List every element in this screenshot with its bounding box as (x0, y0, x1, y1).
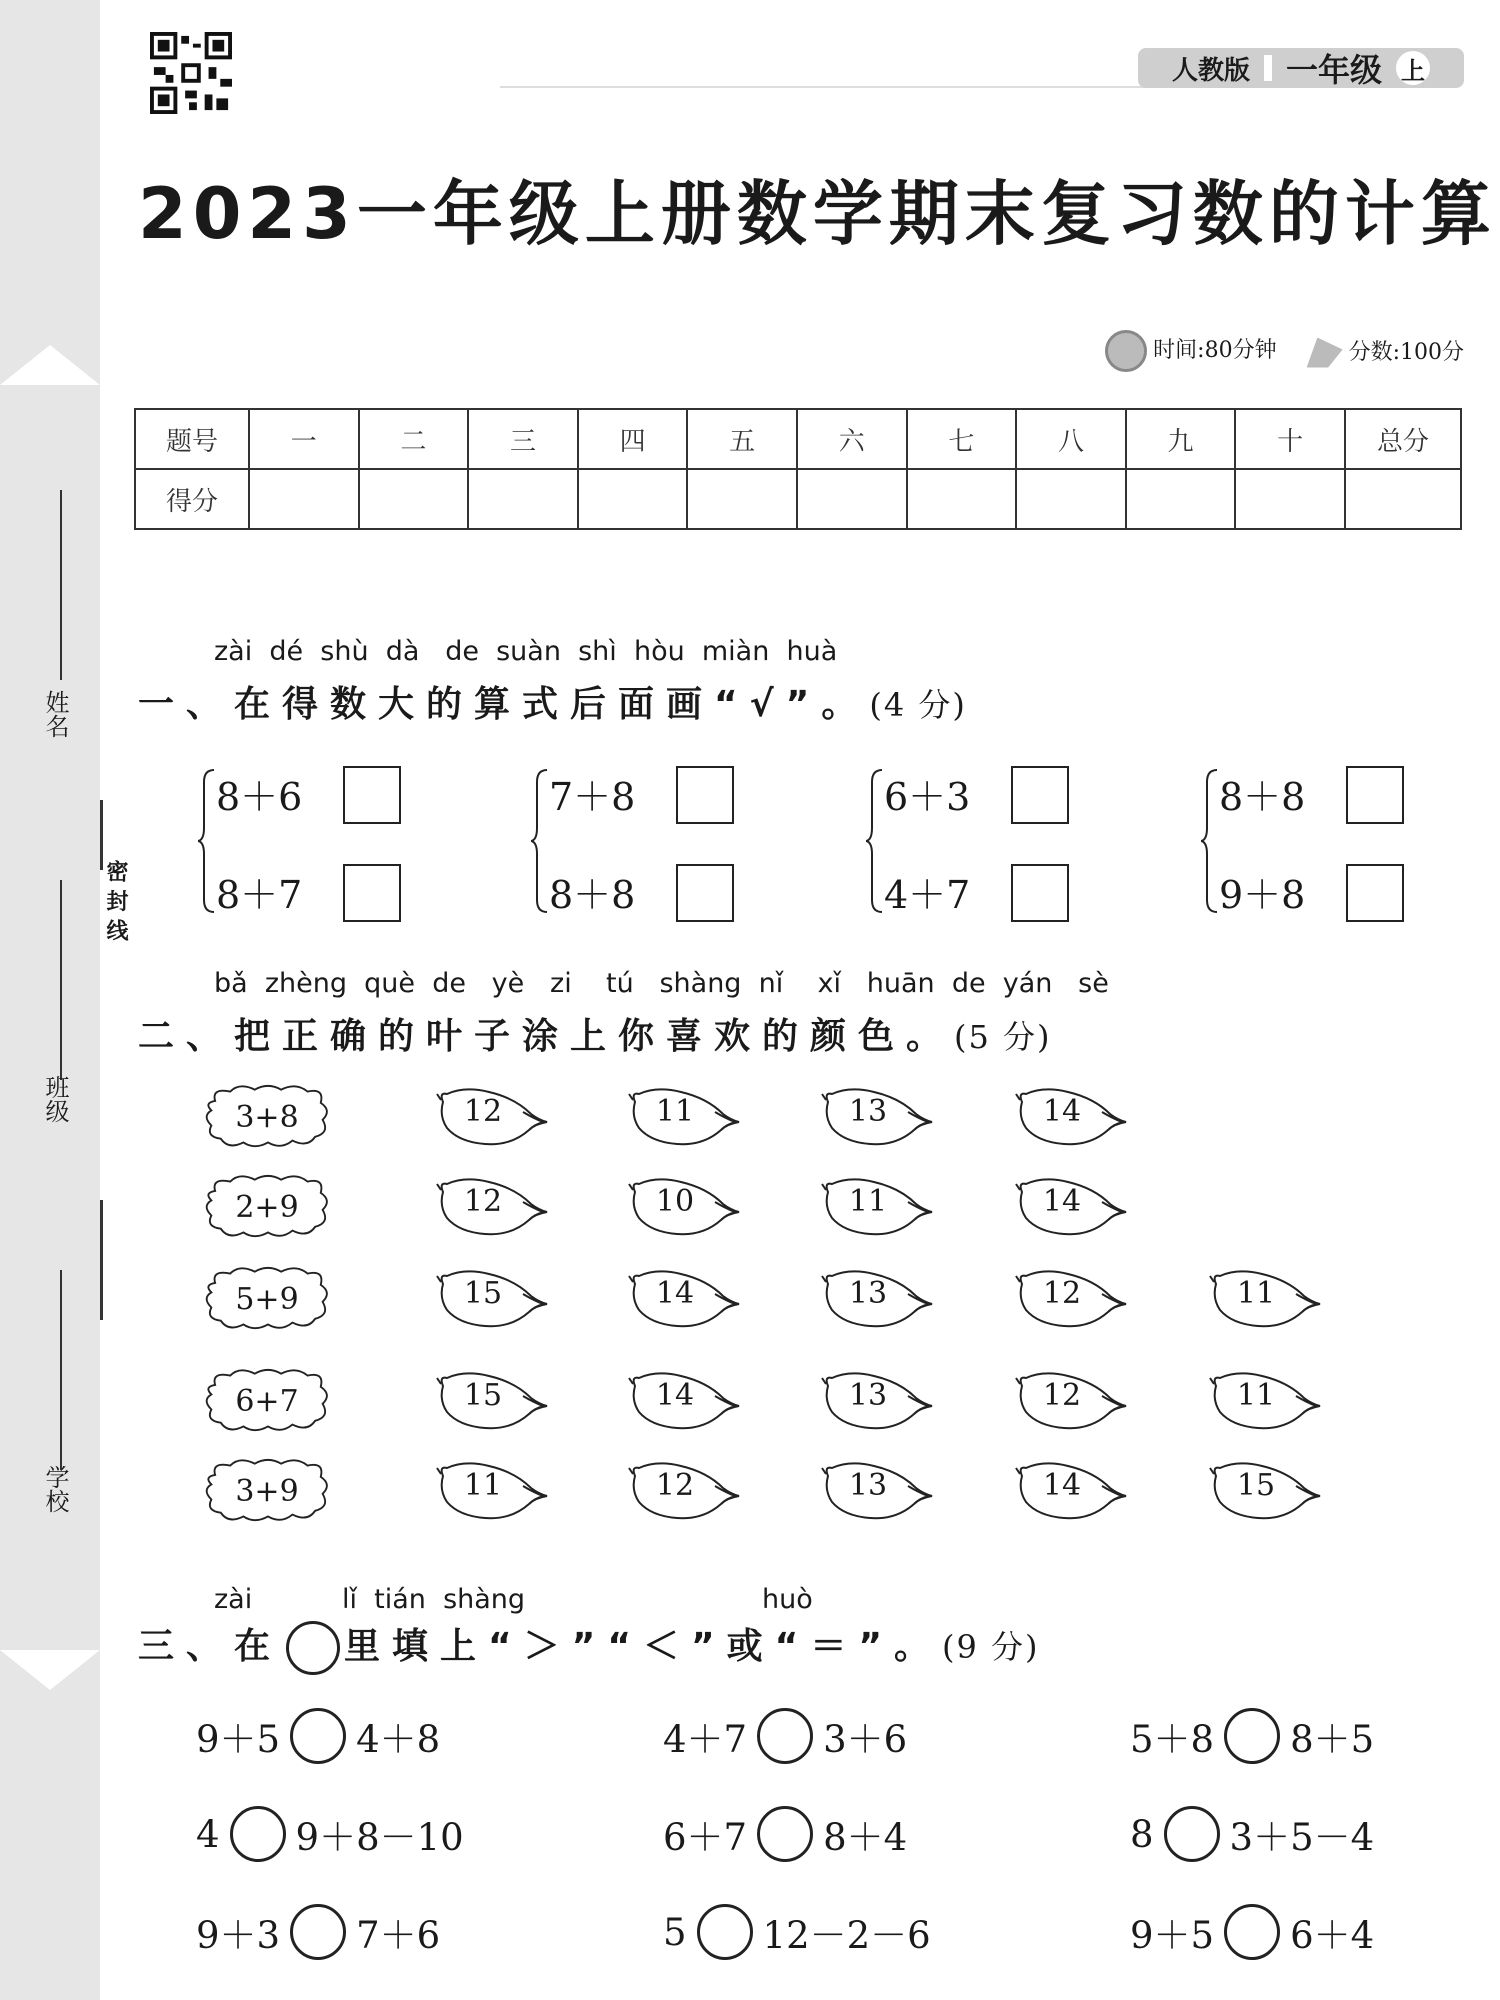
comparison-left: 4＋7 (663, 1718, 748, 1761)
leaf-number: 11 (848, 1184, 888, 1219)
leaf-answer[interactable] (435, 1178, 551, 1236)
answer-box[interactable] (343, 864, 401, 922)
leaf-number: 12 (1042, 1276, 1082, 1311)
margin-strip (0, 0, 100, 2000)
leaf-number: 14 (655, 1276, 695, 1311)
leaf-answer[interactable] (1014, 1270, 1130, 1328)
answer-box[interactable] (676, 766, 734, 824)
score-info: 分数:100分 (1307, 335, 1464, 368)
expression: 9＋8 (1219, 873, 1306, 917)
table-cell: 九 (1126, 409, 1236, 469)
section1-pinyin: zài dé shù dà de suàn shì hòu miàn huà (214, 636, 838, 667)
leaf-number: 14 (655, 1378, 695, 1413)
score-cell[interactable] (359, 469, 469, 529)
leaf-number: 15 (463, 1276, 503, 1311)
leaf-number: 13 (848, 1276, 888, 1311)
table-cell: 一 (249, 409, 359, 469)
comparison-left: 9＋5 (1130, 1914, 1215, 1957)
leaf-answer[interactable] (1208, 1372, 1324, 1430)
answer-circle[interactable] (1164, 1806, 1220, 1862)
leaf-answer[interactable] (627, 1462, 743, 1520)
section1-heading: 一、在得数大的算式后面画“√”。(4 分) (138, 684, 967, 725)
comparison-right: 12－2－6 (762, 1914, 931, 1957)
class-field-line[interactable] (60, 880, 62, 1080)
comparison-left: 9＋3 (196, 1914, 281, 1957)
section3-heading: 三、在 里填上“＞”“＜”或“＝”。(9 分) (138, 1618, 1040, 1675)
answer-box[interactable] (1346, 766, 1404, 824)
strip-notch-top (0, 345, 100, 385)
leaf-answer[interactable] (435, 1372, 551, 1430)
leaf-answer[interactable] (627, 1270, 743, 1328)
comparison-left: 9＋5 (196, 1718, 281, 1761)
table-cell: 八 (1016, 409, 1126, 469)
table-cell: 三 (468, 409, 578, 469)
comparison-item (663, 1708, 907, 1764)
binding-label: 密 封 线 (103, 860, 128, 942)
answer-circle[interactable] (697, 1904, 753, 1960)
brace-icon (531, 768, 551, 914)
score-cell[interactable] (578, 469, 688, 529)
leaf-number: 11 (655, 1094, 695, 1129)
leaf-answer[interactable] (627, 1088, 743, 1146)
leaf-answer[interactable] (1014, 1178, 1130, 1236)
answer-box[interactable] (1011, 864, 1069, 922)
cloud-expression: 5+9 (235, 1281, 299, 1317)
expression: 8＋8 (549, 873, 636, 917)
class-label: 班级 (41, 1075, 69, 1123)
compare-group (198, 760, 398, 920)
leaf-number: 12 (463, 1184, 503, 1219)
leaf-answer[interactable] (1208, 1270, 1324, 1328)
comparison-left: 4 (196, 1812, 220, 1856)
comparison-item (663, 1806, 907, 1862)
section3-pinyin-a: zài (214, 1584, 253, 1615)
leaf-answer[interactable] (1014, 1088, 1130, 1146)
answer-box[interactable] (676, 864, 734, 922)
cloud-expression: 3+8 (235, 1099, 299, 1135)
brace-icon (198, 768, 218, 914)
leaf-number: 13 (848, 1468, 888, 1503)
leaf-answer[interactable] (820, 1372, 936, 1430)
table-cell: 七 (907, 409, 1017, 469)
compare-group (1201, 760, 1401, 920)
score-cell[interactable] (1235, 469, 1345, 529)
edition-text: 人教版 (1171, 55, 1250, 86)
answer-box[interactable] (1011, 766, 1069, 824)
comparison-right: 8＋4 (823, 1816, 908, 1859)
comparison-item (1130, 1708, 1374, 1764)
leaf-answer[interactable] (627, 1178, 743, 1236)
comparison-right: 3＋5－4 (1229, 1816, 1375, 1859)
comparison-item (663, 1904, 931, 1960)
brace-icon (1201, 768, 1221, 914)
leaf-answer[interactable] (1014, 1372, 1130, 1430)
brace-icon (866, 768, 886, 914)
comparison-item (196, 1806, 464, 1862)
leaf-answer[interactable] (435, 1462, 551, 1520)
answer-circle[interactable] (290, 1708, 346, 1764)
answer-circle[interactable] (1224, 1904, 1280, 1960)
expression: 8＋8 (1219, 775, 1306, 819)
comparison-item (196, 1708, 440, 1764)
leaf-answer[interactable] (435, 1270, 551, 1328)
answer-circle[interactable] (757, 1708, 813, 1764)
leaf-answer[interactable] (1208, 1462, 1324, 1520)
leaf-answer[interactable] (627, 1372, 743, 1430)
comparison-item (196, 1904, 440, 1960)
section2-heading: 二、把正确的叶子涂上你喜欢的颜色。(5 分) (138, 1016, 1052, 1057)
leaf-number: 14 (1042, 1468, 1082, 1503)
time-info: 时间:80分钟 (1105, 330, 1276, 372)
expression-cloud (198, 1084, 336, 1150)
compare-group (866, 760, 1066, 920)
circle-icon (286, 1621, 340, 1675)
comparison-item (1130, 1904, 1374, 1960)
comparison-left: 8 (1130, 1812, 1154, 1856)
leaf-number: 14 (1042, 1184, 1082, 1219)
strip-notch-bottom (0, 1650, 100, 1690)
leaf-number: 15 (463, 1378, 503, 1413)
leaf-number: 11 (1236, 1378, 1276, 1413)
score-table-score-row (135, 469, 1461, 529)
answer-circle[interactable] (230, 1806, 286, 1862)
answer-circle[interactable] (757, 1806, 813, 1862)
term-text: 上 (1396, 51, 1430, 85)
qr-code-icon (150, 32, 232, 114)
compare-group (531, 760, 731, 920)
score-cell[interactable] (1345, 469, 1461, 529)
leaf-answer[interactable] (820, 1178, 936, 1236)
comparison-right: 6＋4 (1290, 1914, 1375, 1957)
score-cell[interactable] (1016, 469, 1126, 529)
score-cell[interactable] (249, 469, 359, 529)
leaf-number: 13 (848, 1378, 888, 1413)
section3-pinyin-b: lǐ tián shàng (342, 1584, 526, 1615)
leaf-answer[interactable] (820, 1270, 936, 1328)
comparison-right: 4＋8 (356, 1718, 441, 1761)
name-field-line[interactable] (60, 490, 62, 680)
answer-box[interactable] (343, 766, 401, 824)
score-table (134, 408, 1462, 530)
score-cell[interactable] (907, 469, 1017, 529)
comparison-item (1130, 1806, 1374, 1862)
leaf-answer[interactable] (1014, 1462, 1130, 1520)
table-cell: 五 (687, 409, 797, 469)
leaf-number: 11 (463, 1468, 503, 1503)
table-cell: 十 (1235, 409, 1345, 469)
leaf-number: 12 (655, 1468, 695, 1503)
expression: 6＋3 (884, 775, 971, 819)
binding-line-bottom (100, 1200, 103, 1320)
comparison-left: 5＋8 (1130, 1718, 1215, 1761)
leaf-answer[interactable] (820, 1088, 936, 1146)
cloud-expression: 2+9 (235, 1189, 299, 1225)
grade-text: 一年级 (1286, 51, 1383, 89)
name-label: 姓名 (41, 690, 69, 738)
comparison-right: 7＋6 (356, 1914, 441, 1957)
leaf-number: 13 (848, 1094, 888, 1129)
clock-icon (1105, 330, 1147, 372)
expression-cloud (198, 1458, 336, 1524)
comparison-right: 3＋6 (823, 1718, 908, 1761)
exam-meta (1105, 330, 1464, 372)
table-cell: 六 (797, 409, 907, 469)
badge-separator (1264, 55, 1272, 81)
leaf-number: 12 (463, 1094, 503, 1129)
pen-icon (1307, 338, 1343, 368)
comparison-right: 9＋8－10 (295, 1816, 464, 1859)
expression: 8＋7 (216, 873, 303, 917)
answer-circle[interactable] (1224, 1708, 1280, 1764)
score-cell[interactable] (687, 469, 797, 529)
school-field-line[interactable] (60, 1270, 62, 1470)
page-title: 2023一年级上册数学期末复习数的计算 (138, 173, 1497, 255)
expression: 7＋8 (549, 775, 636, 819)
table-cell: 题号 (135, 409, 249, 469)
comparison-left: 5 (663, 1910, 687, 1954)
table-cell: 四 (578, 409, 688, 469)
comparison-left: 6＋7 (663, 1816, 748, 1859)
expression-cloud (198, 1266, 336, 1332)
leaf-number: 10 (655, 1184, 695, 1219)
comparison-right: 8＋5 (1290, 1718, 1375, 1761)
leaf-number: 12 (1042, 1378, 1082, 1413)
score-cell[interactable] (1126, 469, 1236, 529)
score-table-header-row (135, 409, 1461, 469)
expression-cloud (198, 1368, 336, 1434)
edition-badge (1138, 48, 1464, 88)
section3-pinyin-c: huò (762, 1584, 813, 1615)
leaf-answer[interactable] (820, 1462, 936, 1520)
cloud-expression: 3+9 (235, 1473, 299, 1509)
leaf-number: 11 (1236, 1276, 1276, 1311)
section2-pinyin: bǎ zhèng què de yè zi tú shàng nǐ xǐ huān de yán sè (214, 968, 1109, 999)
expression: 4＋7 (884, 873, 971, 917)
cloud-expression: 6+7 (235, 1383, 299, 1419)
leaf-number: 15 (1236, 1468, 1276, 1503)
answer-circle[interactable] (290, 1904, 346, 1960)
table-cell: 二 (359, 409, 469, 469)
school-label: 学校 (41, 1465, 69, 1513)
score-cell[interactable] (468, 469, 578, 529)
expression: 8＋6 (216, 775, 303, 819)
leaf-answer[interactable] (435, 1088, 551, 1146)
answer-box[interactable] (1346, 864, 1404, 922)
leaf-number: 14 (1042, 1094, 1082, 1129)
expression-cloud (198, 1174, 336, 1240)
score-cell[interactable] (797, 469, 907, 529)
table-cell: 总分 (1345, 409, 1461, 469)
table-cell: 得分 (135, 469, 249, 529)
